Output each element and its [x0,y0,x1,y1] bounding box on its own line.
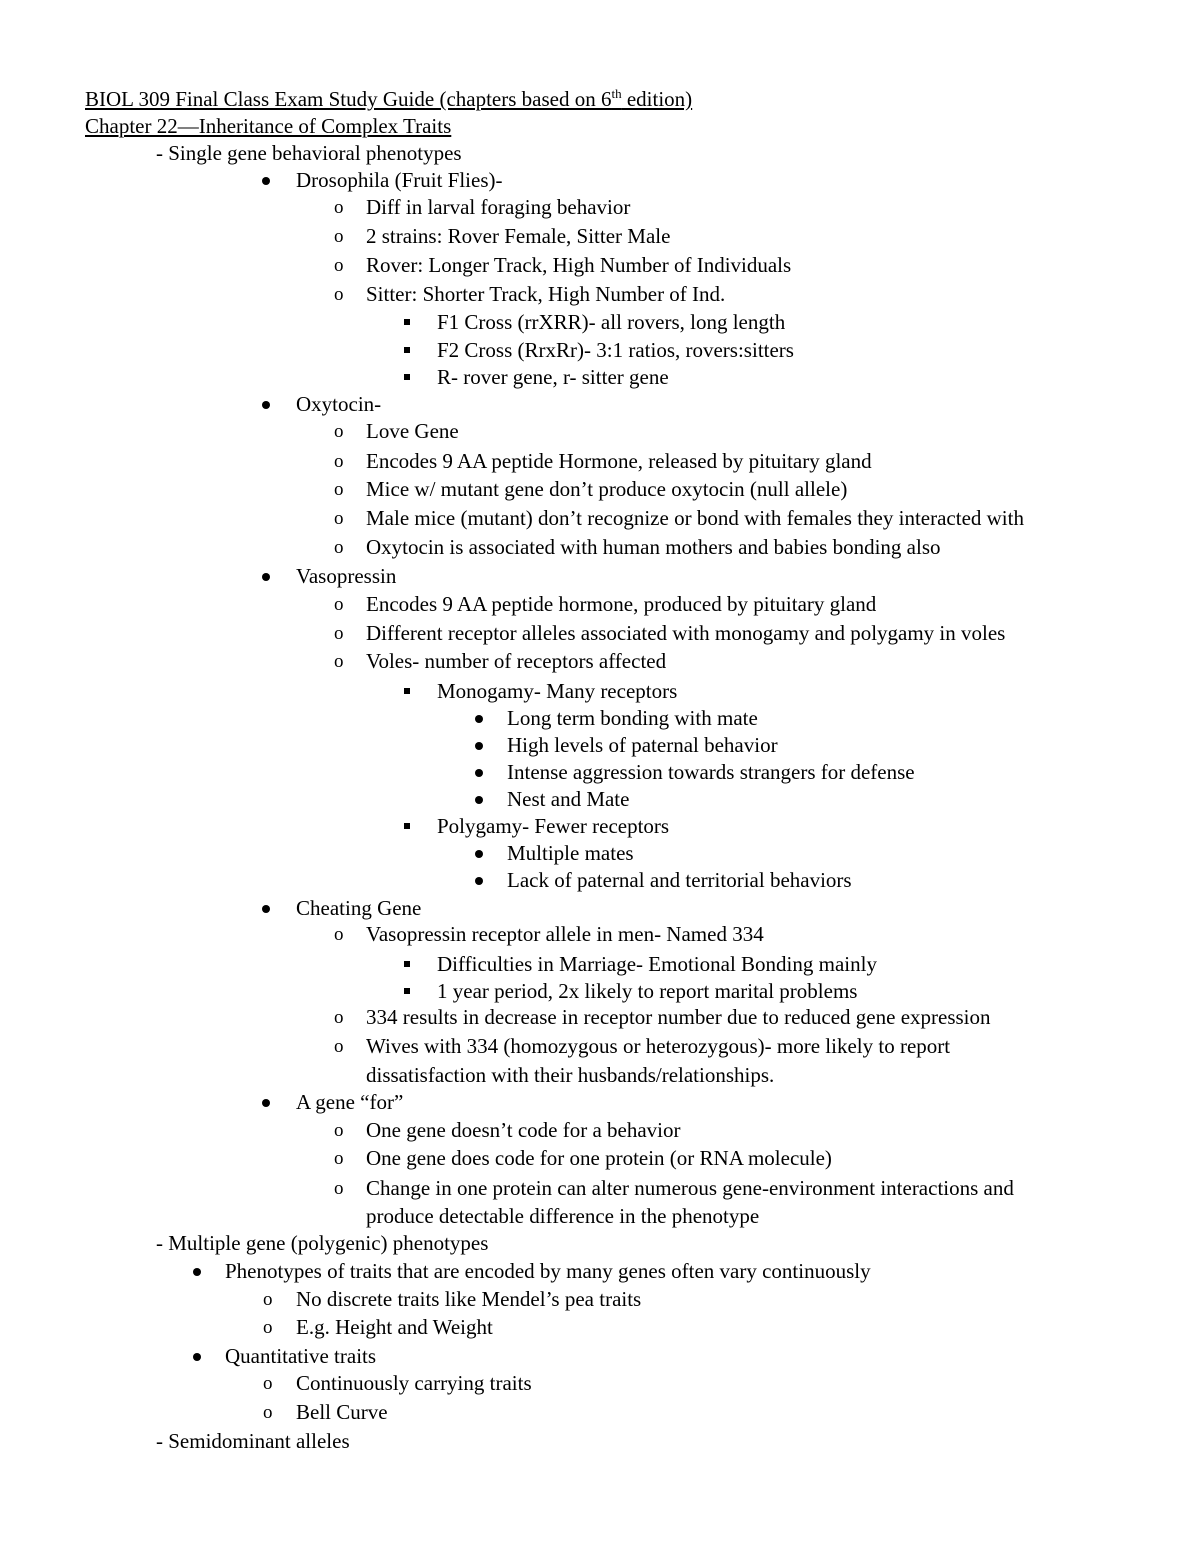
outline-item: Intense aggression towards strangers for defense [507,760,915,784]
title-superscript: th [611,86,622,101]
outline-item: Encodes 9 AA peptide Hormone, released by pituitary gland [366,449,872,473]
outline-item: Quantitative traits [225,1344,377,1368]
bullet-circle-icon: o [334,255,344,276]
outline-item: - Single gene behavioral phenotypes [156,141,462,165]
outline-item: Wives with 334 (homozygous or heterozygous)- more likely to report [366,1034,951,1058]
outline-item: dissatisfaction with their husbands/relationships. [366,1063,775,1087]
outline-item: Vasopressin [296,564,397,588]
outline-item: One gene does code for one protein (or RNA molecule) [366,1146,832,1170]
outline-item: 334 results in decrease in receptor number due to reduced gene expression [366,1005,991,1029]
bullet-square-icon [404,988,410,994]
bullet-circle-icon: o [263,1373,273,1394]
bullet-dot-icon [475,877,483,885]
bullet-circle-icon: o [334,1178,344,1199]
bullet-circle-icon: o [334,924,344,945]
outline-item: Drosophila (Fruit Flies)- [296,168,503,192]
bullet-square-icon [404,688,410,694]
outline-item: A gene “for” [296,1090,404,1114]
bullet-dot-icon [475,742,483,750]
outline-item: Multiple mates [507,841,634,865]
bullet-dot-icon [193,1268,201,1276]
bullet-square-icon [404,374,410,380]
outline-item: Long term bonding with mate [507,706,758,730]
bullet-dot-icon [262,1099,270,1107]
bullet-circle-icon: o [263,1289,273,1310]
outline-item: produce detectable difference in the phenotype [366,1204,760,1228]
bullet-circle-icon: o [334,508,344,529]
document-title [85,86,692,113]
outline-item: Change in one protein can alter numerous gene-environment interactions and [366,1176,1014,1200]
bullet-square-icon [404,961,410,967]
bullet-square-icon [404,347,410,353]
bullet-circle-icon: o [334,1148,344,1169]
bullet-circle-icon: o [334,623,344,644]
outline-item: F2 Cross (RrxRr)- 3:1 ratios, rovers:sitters [437,338,794,362]
bullet-circle-icon: o [334,537,344,558]
bullet-square-icon [404,319,410,325]
outline-item: Continuously carrying traits [296,1371,532,1395]
bullet-dot-icon [475,715,483,723]
bullet-dot-icon [262,401,270,409]
bullet-circle-icon: o [263,1402,273,1423]
title-text-end: edition) [621,87,693,111]
bullet-circle-icon: o [334,451,344,472]
bullet-circle-icon: o [334,421,344,442]
outline-item: F1 Cross (rrXRR)- all rovers, long length [437,310,786,334]
outline-item: 2 strains: Rover Female, Sitter Male [366,224,671,248]
outline-item: E.g. Height and Weight [296,1315,493,1339]
outline-item: Rover: Longer Track, High Number of Individuals [366,253,792,277]
outline-item: Encodes 9 AA peptide hormone, produced by pituitary gland [366,592,877,616]
bullet-dot-icon [262,905,270,913]
outline-item: Male mice (mutant) don’t recognize or bond with females they interacted with [366,506,1024,530]
outline-item: Phenotypes of traits that are encoded by many genes often vary continuously [225,1259,871,1283]
bullet-circle-icon: o [334,1120,344,1141]
bullet-circle-icon: o [334,479,344,500]
bullet-circle-icon: o [334,1007,344,1028]
bullet-circle-icon: o [334,197,344,218]
outline-item: Lack of paternal and territorial behaviors [507,868,852,892]
outline-item: No discrete traits like Mendel’s pea traits [296,1287,642,1311]
bullet-circle-icon: o [334,1036,344,1057]
outline-item: Diff in larval foraging behavior [366,195,631,219]
bullet-dot-icon [262,573,270,581]
bullet-square-icon [404,823,410,829]
outline-item: Bell Curve [296,1400,388,1424]
outline-item: Mice w/ mutant gene don’t produce oxytocin (null allele) [366,477,848,501]
outline-item: Monogamy- Many receptors [437,679,678,703]
outline-item: Vasopressin receptor allele in men- Named 334 [366,922,764,946]
outline-item: - Multiple gene (polygenic) phenotypes [156,1231,489,1255]
bullet-circle-icon: o [334,284,344,305]
bullet-circle-icon: o [334,651,344,672]
outline-item: - Semidominant alleles [156,1429,350,1453]
outline-item: Polygamy- Fewer receptors [437,814,670,838]
bullet-dot-icon [193,1353,201,1361]
chapter-heading: Chapter 22—Inheritance of Complex Traits [85,114,452,138]
bullet-dot-icon [262,177,270,185]
outline-item: 1 year period, 2x likely to report marital problems [437,979,858,1003]
bullet-dot-icon [475,796,483,804]
outline-item: Cheating Gene [296,896,422,920]
title-text: BIOL 309 Final Class Exam Study Guide (chapters based on 6 [85,87,612,111]
bullet-dot-icon [475,769,483,777]
outline-item: Voles- number of receptors affected [366,649,667,673]
outline-item: High levels of paternal behavior [507,733,778,757]
outline-item: Different receptor alleles associated with monogamy and polygamy in voles [366,621,1006,645]
outline-item: Oxytocin is associated with human mothers and babies bonding also [366,535,941,559]
bullet-dot-icon [475,850,483,858]
bullet-circle-icon: o [263,1317,273,1338]
bullet-circle-icon: o [334,226,344,247]
outline-item: R- rover gene, r- sitter gene [437,365,669,389]
outline-item: Nest and Mate [507,787,630,811]
outline-item: Difficulties in Marriage- Emotional Bonding mainly [437,952,877,976]
outline-item: Love Gene [366,419,459,443]
outline-item: One gene doesn’t code for a behavior [366,1118,681,1142]
bullet-circle-icon: o [334,594,344,615]
outline-item: Oxytocin- [296,392,382,416]
outline-item: Sitter: Shorter Track, High Number of Ind. [366,282,726,306]
